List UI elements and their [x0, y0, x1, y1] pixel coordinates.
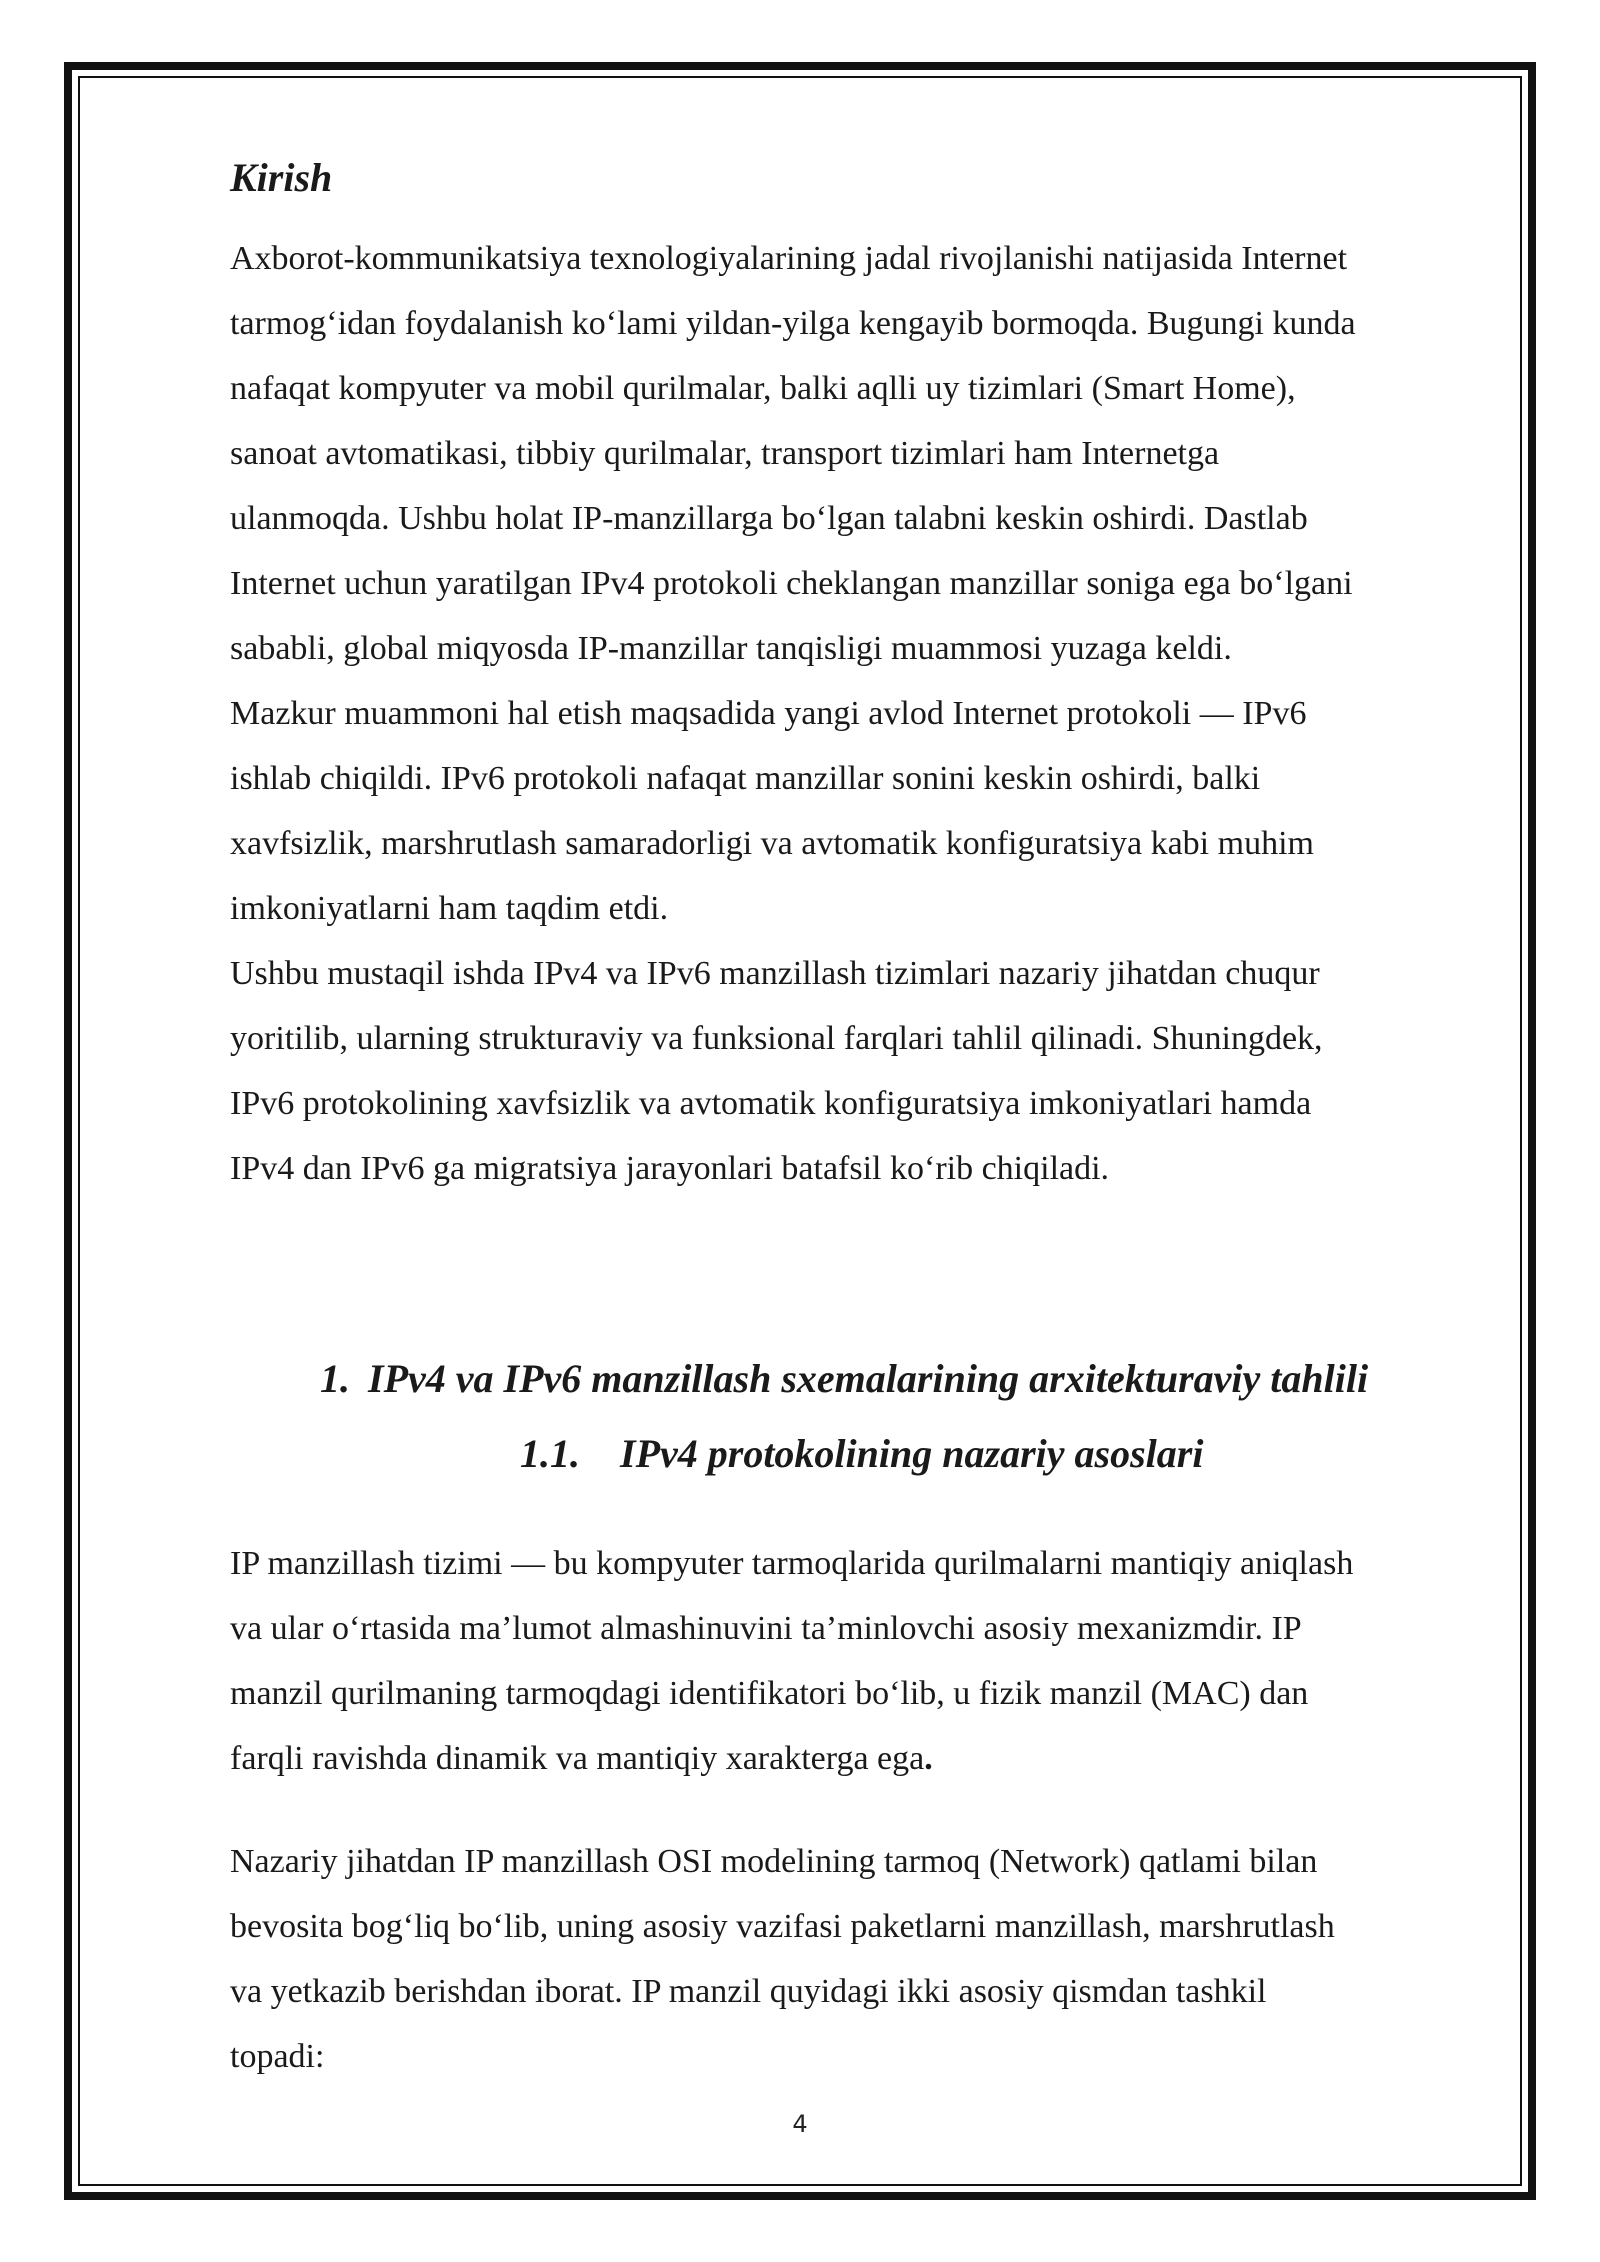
ip-line: manzil qurilmaning tarmoqdagi identifikatori bo‘lib, u fizik manzil (MAC) dan	[230, 1675, 1309, 1712]
intro-line: Mazkur muammoni hal etish maqsadida yangi avlod Internet protokoli — IPv6	[230, 695, 1307, 732]
ip-paragraph	[230, 1531, 1480, 1791]
section-1-title: IPv4 va IPv6 manzillash sxemalarining arxitekturaviy tahlili	[368, 1356, 1369, 1401]
heading-kirish: Kirish	[230, 155, 333, 200]
ip-line-text: farqli ravishda dinamik va mantiqiy xarakterga ega	[230, 1740, 925, 1777]
page-number: 4	[792, 2110, 808, 2138]
section-1-1-number: 1.1.	[520, 1431, 580, 1476]
nazariy-line: bevosita bog‘liq bo‘lib, uning asosiy vazifasi paketlarni manzillash, marshrutlash	[230, 1908, 1335, 1945]
page-content	[230, 150, 1480, 2089]
nazariy-line: va yetkazib berishdan iborat. IP manzil quyidagi ikki asosiy qismdan tashkil	[230, 1973, 1267, 2010]
section-1-heading	[230, 1341, 1480, 1416]
section-1-number: 1.	[320, 1356, 350, 1401]
nazariy-line: topadi:	[230, 2038, 325, 2075]
nazariy-line: Nazariy jihatdan IP manzillash OSI modelining tarmoq (Network) qatlami bilan	[230, 1843, 1318, 1880]
section-1-1-heading	[230, 1416, 1480, 1491]
intro-paragraph	[230, 226, 1480, 1201]
section-1-1-title: IPv4 protokolining nazariy asoslari	[620, 1431, 1204, 1476]
intro-line: xavfsizlik, marshrutlash samaradorligi va avtomatik konfiguratsiya kabi muhim	[230, 825, 1314, 862]
intro-line: IPv4 dan IPv6 ga migratsiya jarayonlari batafsil ko‘rib chiqiladi.	[230, 1150, 1110, 1187]
intro-line: imkoniyatlarni ham taqdim etdi.	[230, 890, 669, 927]
intro-line: ulanmoqda. Ushbu holat IP-manzillarga bo‘lgan talabni keskin oshirdi. Dastlab	[230, 500, 1308, 537]
intro-line: IPv6 protokolining xavfsizlik va avtomatik konfiguratsiya imkoniyatlari hamda	[230, 1085, 1312, 1122]
intro-line: Axborot-kommunikatsiya texnologiyalarining jadal rivojlanishi natijasida Internet	[230, 240, 1348, 277]
intro-line: sanoat avtomatikasi, tibbiy qurilmalar, transport tizimlari ham Internetga	[230, 435, 1220, 472]
intro-line: ishlab chiqildi. IPv6 protokoli nafaqat manzillar sonini keskin oshirdi, balki	[230, 760, 1261, 797]
intro-line: tarmog‘idan foydalanish ko‘lami yildan-yilga kengayib bormoqda. Bugungi kunda	[230, 305, 1356, 342]
intro-line: Internet uchun yaratilgan IPv4 protokoli cheklangan manzillar soniga ega bo‘lgani	[230, 565, 1353, 602]
intro-line: yoritilib, ularning strukturaviy va funksional farqlari tahlil qilinadi. Shuningdek,	[230, 1020, 1323, 1057]
intro-line: nafaqat kompyuter va mobil qurilmalar, balki aqlli uy tizimlari (Smart Home),	[230, 370, 1296, 407]
ip-line-last	[230, 1726, 1480, 1791]
ip-line: IP manzillash tizimi — bu kompyuter tarmoqlarida qurilmalarni mantiqiy aniqlash	[230, 1545, 1354, 1582]
ip-line: va ular o‘rtasida ma’lumot almashinuvini ta’minlovchi asosiy mexanizmdir. IP	[230, 1610, 1302, 1647]
intro-line: sababli, global miqyosda IP-manzillar tanqisligi muammosi yuzaga keldi.	[230, 630, 1232, 667]
nazariy-paragraph	[230, 1829, 1480, 2089]
ip-line-end-mark: .	[924, 1740, 933, 1777]
intro-line: Ushbu mustaqil ishda IPv4 va IPv6 manzillash tizimlari nazariy jihatdan chuqur	[230, 955, 1320, 992]
